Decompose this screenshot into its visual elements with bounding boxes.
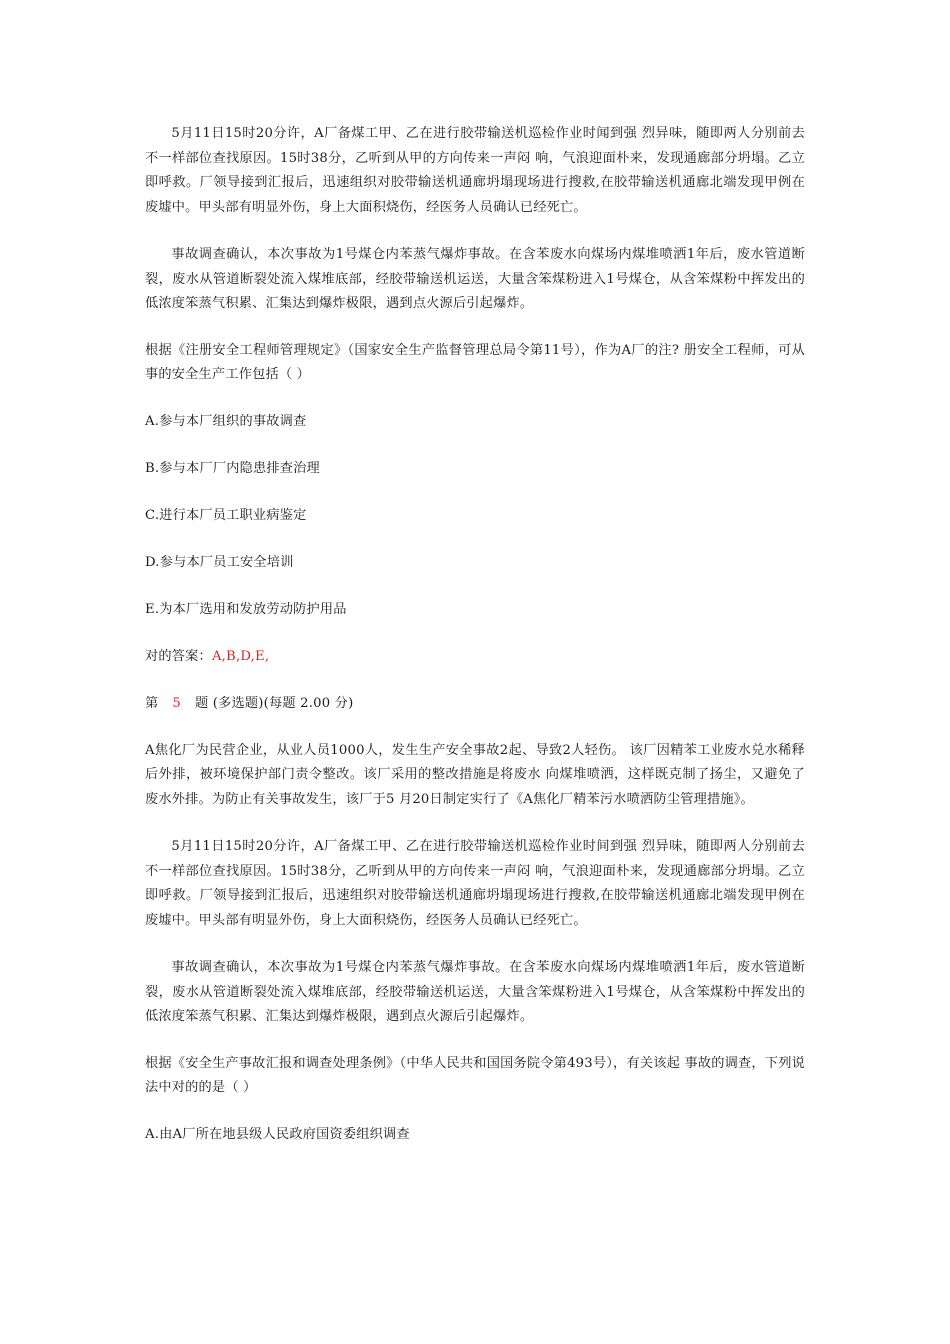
question-5-question: 根据《安全生产事故汇报和调查处理条例》（中华人民共和国国务院令第493号），有关该起 事故的调查，下列说法中对的的是（ ） xyxy=(145,1055,805,1095)
question-5-option-a: A.由A厂所在地县级人民政府国资委组织调查 xyxy=(145,1126,410,1142)
answer-line xyxy=(145,645,805,670)
answer-label: 对的答案： xyxy=(145,648,212,664)
case1-option-e: E.为本厂选用和发放劳动防护用品 xyxy=(145,601,347,617)
case1-option-c: C.进行本厂员工职业病鉴定 xyxy=(145,507,307,523)
case1-option-d: D.参与本厂员工安全培训 xyxy=(145,554,294,570)
question-5-paragraph-1: 5月11日15时20分许，A厂备煤工甲、乙在进行胶带输送机巡检作业时间到强 烈异味，随即两人分别前去不一样部位查找原因。15时38分，乙听到从甲的方向传来一声闷 响，气浪迎面朴来，发现通廊部分坍塌。乙立即呼救。厂领导接到汇报后，迅速组织对胶带输送机通廊坍塌现场进行搜救,在胶带输送机通廊北端发现甲例在废墟中。甲头部有明显外伤，身上大面积烧伤，经医务人员确认已经死亡。 xyxy=(145,839,805,928)
question-5-paragraph-2: 事故调查确认，本次事故为1号煤仓内苯蒸气爆炸事故。在含苯废水向煤场内煤堆喷洒1年后，废水管道断裂，废水从管道断裂处流入煤堆底部，经胶带输送机运送，大量含笨煤粉进入1号煤仓，从含笨煤粉中挥发出的低浓度笨蒸气积累、汇集达到爆炸极限，遇到点火源后引起爆炸。 xyxy=(145,960,805,1024)
case1-paragraph-1: 5月11日15时20分许，A厂备煤工甲、乙在进行胶带输送机巡检作业时闻到强 烈异味，随即两人分别前去不一样部位查找原因。15时38分，乙听到从甲的方向传来一声闷 响，气浪迎面朴来，发现通廊部分坍塌。乙立即呼救。厂领导接到汇报后，迅速组织对胶带输送机通廊坍塌现场进行搜救,在胶带输送机通廊北端发现甲例在废墟中。甲头部有明显外伤，身上大面积烧伤，经医务人员确认已经死亡。 xyxy=(145,126,805,215)
question-number: 5 xyxy=(172,695,181,711)
question-prefix: 第 xyxy=(145,695,159,711)
answer-value: A,B,D,E, xyxy=(211,648,270,664)
case1-question: 根据《注册安全工程师管理规定》（国家安全生产监督管理总局令第11号），作为A厂的注? 册安全工程师，可从事的安全生产工作包括（ ） xyxy=(145,342,805,382)
document-page xyxy=(145,122,805,1170)
case1-option-b: B.参与本厂厂内隐患排查治理 xyxy=(145,460,320,476)
question-type-score: 题 (多选题)(每题 2.00 分) xyxy=(194,695,354,711)
case1-paragraph-2: 事故调查确认，本次事故为1号煤仓内苯蒸气爆炸事故。在含苯废水向煤场内煤堆喷洒1年后，废水管道断裂，废水从管道断裂处流入煤堆底部，经胶带输送机运送，大量含笨煤粉进入1号煤仓，从含笨煤粉中挥发出的低浓度笨蒸气积累、汇集达到爆炸极限，遇到点火源后引起爆炸。 xyxy=(145,247,805,311)
question-5-intro: A焦化厂为民营企业，从业人员1000人，发生生产安全事故2起、导致2人轻伤。 该厂因精苯工业废水兑水稀释后外排，被环境保护部门责令整改。该厂采用的整改措施是将废水 向煤堆喷洒，这样既克制了扬尘，又避免了废水外排。为防止有关事故发生，该厂于5 月20日制定实行了《A焦化厂精苯污水喷洒防尘管理措施》。 xyxy=(145,742,805,807)
case1-option-a: A.参与本厂组织的事故调查 xyxy=(145,413,307,429)
question-5-header xyxy=(145,692,805,717)
